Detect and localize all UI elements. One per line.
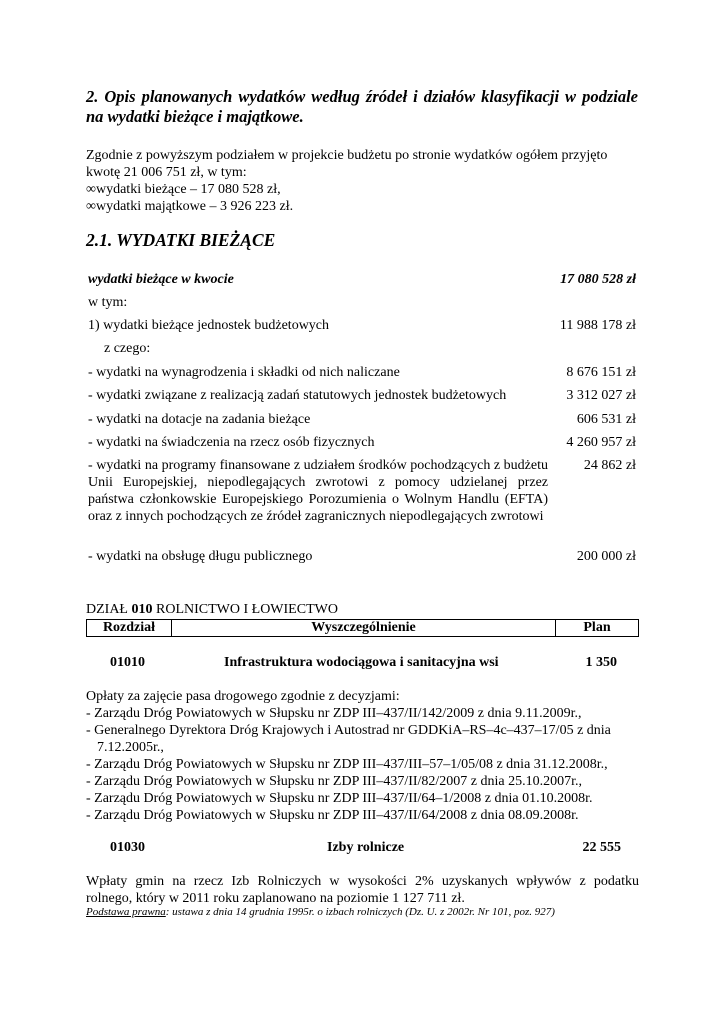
dzial-number: 010 bbox=[131, 602, 153, 617]
description-line: - Zarządu Dróg Powiatowych w Słupsku nr ZDP III–437/II/82/2007 z dnia 25.10.2007r., bbox=[86, 774, 583, 789]
intro-paragraph bbox=[86, 147, 646, 215]
expense-label: - wydatki na wynagrodzenia i składki od nich naliczane bbox=[88, 365, 400, 380]
expense-label: - wydatki na dotacje na zadania bieżące bbox=[88, 412, 311, 427]
expense-label: - wydatki na programy finansowane z udziałem środków pochodzących z budżetu Unii Europejskiej, niepodlegających zwrotowi z pomocy udzielanej przez państwa członkowskie Europejskiego Porozumienia o Wolnym Handlu (EFTA) oraz z innych pochodzących ze źródeł zagranicznych niepodlegających zwrotowi bbox=[88, 458, 548, 524]
description-line: - Zarządu Dróg Powiatowych w Słupsku nr ZDP III–437/II/64/2008 z dnia 08.09.2008r. bbox=[86, 808, 579, 823]
total-amount: 17 080 528 zł bbox=[560, 272, 636, 287]
col-plan: Plan bbox=[556, 620, 639, 637]
legal-basis-label: Podstawa prawna bbox=[86, 906, 166, 918]
rozdzial-plan: 1 350 bbox=[585, 655, 617, 670]
z-czego-label: z czego: bbox=[104, 341, 151, 356]
col-rozdzial: Rozdział bbox=[87, 620, 172, 637]
expense-label: - wydatki związane z realizacją zadań statutowych jednostek budżetowych bbox=[88, 388, 507, 403]
total-label: wydatki bieżące w kwocie bbox=[88, 272, 234, 287]
rozdzial-code: 01010 bbox=[110, 655, 145, 670]
description-line: - Zarządu Dróg Powiatowych w Słupsku nr ZDP III–437/II/142/2009 z dnia 9.11.2009r., bbox=[86, 706, 582, 721]
description-line: Wpłaty gmin na rzecz Izb Rolniczych w wysokości 2% uzyskanych wpływów z podatku bbox=[86, 874, 639, 889]
rozdzial-01010-description bbox=[86, 688, 646, 824]
intro-line-1: Zgodnie z powyższym podziałem w projekcie budżetu po stronie wydatków ogółem przyjęto bbox=[86, 148, 608, 163]
dzial-prefix: DZIAŁ bbox=[86, 602, 132, 617]
expense-amount: 606 531 zł bbox=[576, 412, 636, 427]
units-label: 1) wydatki bieżące jednostek budżetowych bbox=[88, 318, 330, 333]
rozdzial-plan: 22 555 bbox=[582, 840, 621, 855]
rozdzial-01030-description bbox=[86, 873, 639, 907]
rozdzial-name: Infrastruktura wodociągowa i sanitacyjna wsi bbox=[224, 655, 499, 670]
legal-basis-text: : ustawa z dnia 14 grudnia 1995r. o izbach rolniczych (Dz. U. z 2002r. Nr 101, poz. 927) bbox=[165, 906, 555, 918]
expense-label: - wydatki na świadczenia na rzecz osób fizycznych bbox=[88, 435, 375, 450]
description-line: Opłaty za zajęcie pasa drogowego zgodnie z decyzjami: bbox=[86, 689, 400, 704]
description-line: rolnego, który w 2011 roku zaplanowano na poziomie 1 127 711 zł. bbox=[86, 891, 465, 906]
intro-item-current: ∞wydatki bieżące – 17 080 528 zł, bbox=[86, 182, 281, 197]
expense-amount: 3 312 027 zł bbox=[566, 388, 636, 403]
dzial-name: ROLNICTWO I ŁOWIECTWO bbox=[152, 602, 338, 617]
intro-line-2: kwotę 21 006 751 zł, w tym: bbox=[86, 165, 247, 180]
rozdzial-name: Izby rolnicze bbox=[327, 840, 405, 855]
main-heading: 2. Opis planowanych wydatków według źródeł i działów klasyfikacji w podziale na wydatki bieżące i majątkowe. bbox=[86, 87, 638, 126]
intro-item-capital: ∞wydatki majątkowe – 3 926 223 zł. bbox=[86, 199, 294, 214]
expense-amount: 200 000 zł bbox=[576, 549, 636, 564]
description-line: 7.12.2005r., bbox=[97, 740, 164, 755]
dzial-table-header bbox=[86, 619, 639, 637]
description-line: - Generalnego Dyrektora Dróg Krajowych i Autostrad nr GDDKiA–RS–4c–437–17/05 z dnia bbox=[86, 723, 611, 738]
dzial-heading bbox=[86, 601, 338, 618]
description-line: - Zarządu Dróg Powiatowych w Słupsku nr ZDP III–437/III–57–1/05/08 z dnia 31.12.2008r., bbox=[86, 757, 608, 772]
expense-amount: 24 862 zł bbox=[583, 458, 636, 473]
expense-label: - wydatki na obsługę długu publicznego bbox=[88, 549, 313, 564]
rozdzial-code: 01030 bbox=[110, 840, 145, 855]
units-amount: 11 988 178 zł bbox=[559, 318, 636, 333]
expense-amount: 4 260 957 zł bbox=[566, 435, 636, 450]
expense-amount: 8 676 151 zł bbox=[566, 365, 636, 380]
section-title: 2.1. WYDATKI BIEŻĄCE bbox=[86, 230, 276, 250]
description-line: - Zarządu Dróg Powiatowych w Słupsku nr ZDP III–437/II/64–1/2008 z dnia 01.10.2008r. bbox=[86, 791, 593, 806]
col-wyszczegolnienie: Wyszczególnienie bbox=[172, 620, 556, 637]
legal-basis bbox=[86, 906, 555, 919]
w-tym-label: w tym: bbox=[88, 295, 128, 310]
